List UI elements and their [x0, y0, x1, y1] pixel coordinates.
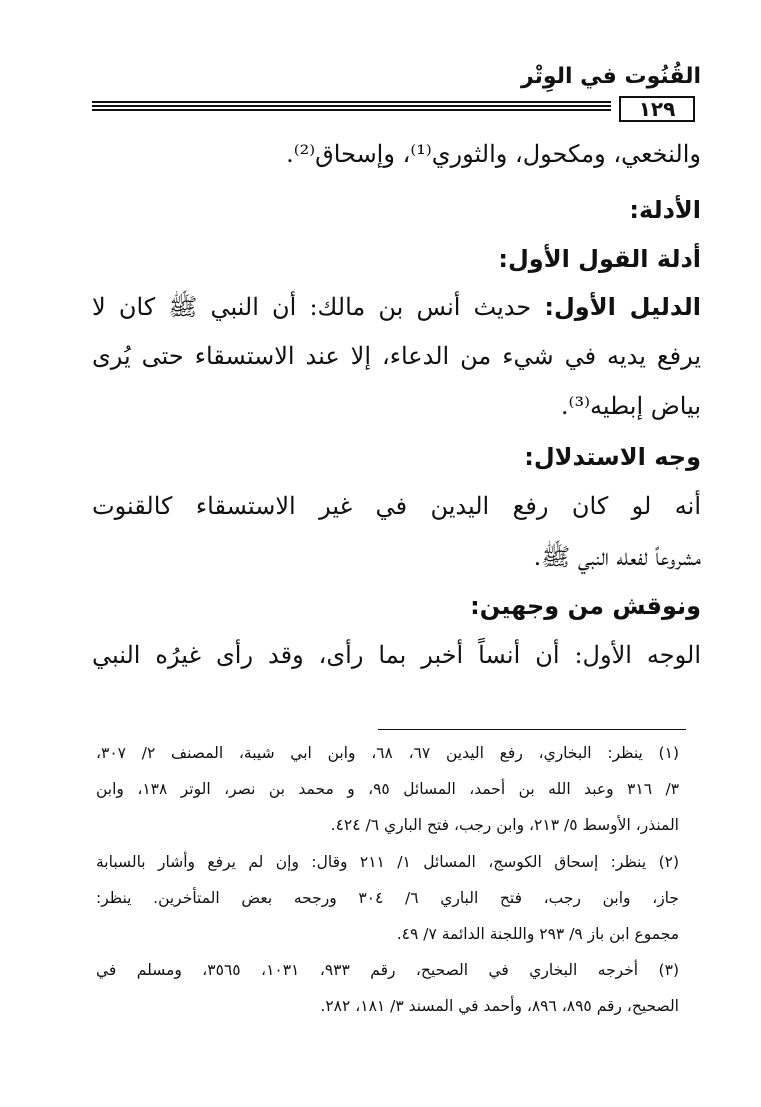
body-line: بياض إبطيه⁽³⁾. [560, 392, 701, 420]
header-rule-line [92, 109, 611, 111]
header-rule [92, 100, 701, 114]
page-number: ١٢٩ [619, 96, 695, 122]
body-line: والنخعي، ومكحول، والثوري⁽¹⁾، وإسحاق⁽²⁾. [286, 140, 701, 168]
heading-inference: وجه الاستدلال: [524, 443, 701, 471]
heading-first-opinion-evidence: أدلة القول الأول: [498, 245, 701, 273]
footnote-line: (٣) أخرجه البخاري في الصحيح، رقم ٩٣٣، ١٠٣١، ٣٥٦٥، ومسلم في [96, 961, 679, 979]
footnote-line: (٢) ينظر: إسحاق الكوسج، المسائل ١/ ٢١١ وقال: وإن لم يرفع وأشار بالسبابة [96, 853, 680, 871]
footnote-line: مجموع ابن باز ٩/ ٢٩٣ واللجنة الدائمة ٧/ ٤٩. [396, 925, 679, 943]
footnote-line: جاز، وابن رجب، فتح الباري ٦/ ٣٠٤ ورجحه بعض المتأخرين. ينظر: [96, 889, 679, 907]
footnote-line: ٣/ ٣١٦ وعبد الله بن أحمد، المسائل ٩٥، و محمد بن نصر، الوتر ١٣٨، وابن [96, 780, 680, 798]
body-line: مشروعاً لفعله النبي ﷺ. [533, 543, 701, 571]
footnote-line: المنذر، الأوسط ٥/ ٢١٣، وابن رجب، فتح الباري ٦/ ٤٢٤. [330, 816, 679, 834]
body-line [92, 292, 701, 327]
header-rule-line [92, 105, 611, 107]
heading-discussion: ونوقش من وجهين: [470, 592, 701, 620]
footnote-separator [378, 729, 686, 730]
first-evidence-text: حديث أنس بن مالك: أن النبي ﷺ كان لا [92, 293, 532, 321]
footnote-line: (١) ينظر: البخاري، رفع اليدين ٦٧، ٦٨، وابن ابي شيبة، المصنف ٢/ ٣٠٧، [96, 744, 679, 762]
body-line: يرفع يديه في شيء من الدعاء، إلا عند الاستسقاء حتى يُرى [92, 342, 701, 370]
first-evidence-label: الدليل الأول: [544, 293, 702, 321]
body-line: أنه لو كان رفع اليدين في غير الاستسقاء كالقنوت [92, 492, 701, 520]
footnote-line: الصحيح، رقم ٨٩٥، ٨٩٦، وأحمد في المسند ٣/ ١٨١، ٢٨٢. [320, 997, 679, 1015]
header-rule-line [92, 101, 611, 103]
heading-evidence: الأدلة: [629, 196, 701, 224]
running-header-title: القُنُوت في الوِتْر [520, 64, 701, 89]
body-line: الوجه الأول: أن أنساً أخبر بما رأى، وقد رأى غيرُه النبي [92, 641, 701, 669]
